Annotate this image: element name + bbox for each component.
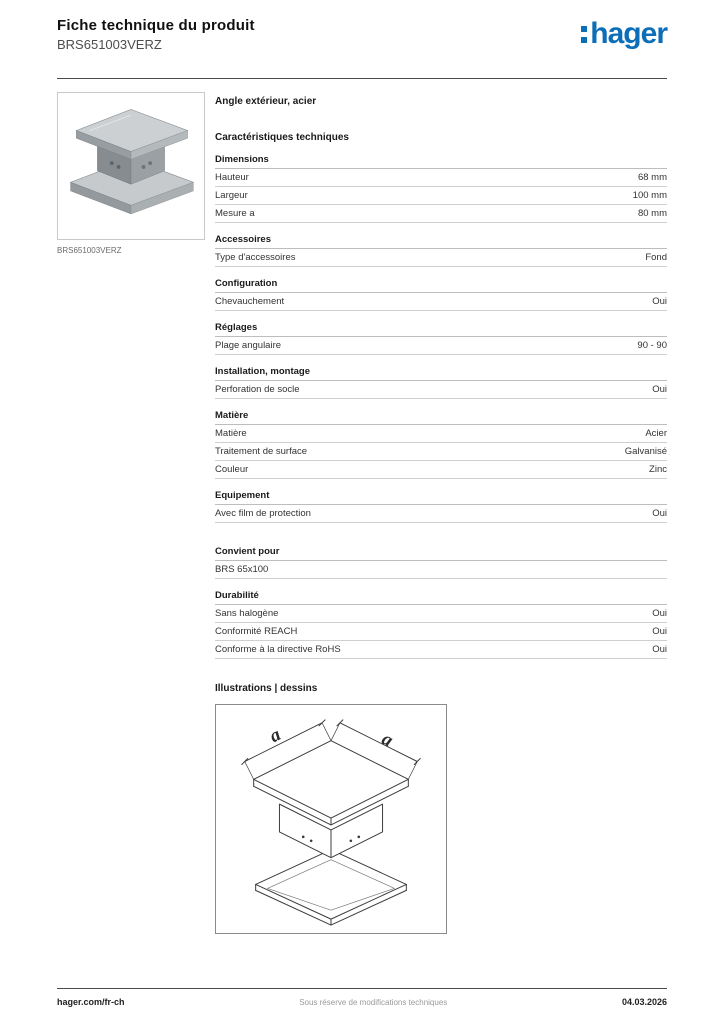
spec-row	[215, 505, 667, 523]
footer	[57, 988, 667, 1007]
spec-value: Acier	[645, 428, 667, 439]
spec-value: Oui	[652, 626, 667, 637]
spec-value: 90 - 90	[637, 340, 667, 351]
hager-colon-icon	[581, 26, 587, 43]
spec-row	[215, 641, 667, 659]
svg-text:a: a	[266, 724, 285, 748]
section-title: Installation, montage	[215, 366, 667, 381]
spec-label: Plage angulaire	[215, 340, 282, 351]
spec-label: Type d'accessoires	[215, 252, 296, 263]
spec-row	[215, 293, 667, 311]
header	[57, 17, 667, 52]
spec-label: Sans halogène	[215, 608, 279, 619]
spec-label: Avec film de protection	[215, 508, 311, 519]
spec-row	[215, 425, 667, 443]
characteristics-heading: Caractéristiques techniques	[215, 132, 349, 143]
illustrations-heading: Illustrations | dessins	[215, 683, 318, 694]
spec-row	[215, 623, 667, 641]
spec-label: Traitement de surface	[215, 446, 308, 457]
hager-logo-text: hager	[590, 17, 667, 50]
technical-drawing-image	[216, 705, 446, 933]
spec-value: Galvanisé	[624, 446, 667, 457]
spec-row	[215, 169, 667, 187]
section-durabilite	[215, 590, 667, 659]
spec-label: Matière	[215, 428, 247, 439]
spec-value: Oui	[652, 608, 667, 619]
product-reference: BRS651003VERZ	[57, 37, 162, 52]
section-title: Configuration	[215, 278, 667, 293]
section-title: Réglages	[215, 322, 667, 337]
spec-column	[215, 92, 667, 934]
spec-label: Hauteur	[215, 172, 249, 183]
section-title: Durabilité	[215, 590, 667, 605]
spec-value: Oui	[652, 384, 667, 395]
section-title: Convient pour	[215, 546, 667, 561]
spec-row	[215, 605, 667, 623]
section-title: Dimensions	[215, 154, 667, 169]
spec-row	[215, 461, 667, 479]
section-reglages	[215, 322, 667, 355]
section-installation	[215, 366, 667, 399]
footer-disclaimer: Sous réserve de modifications techniques	[299, 998, 448, 1007]
spec-value: Oui	[652, 296, 667, 307]
section-title: Matière	[215, 410, 667, 425]
spec-value: Oui	[652, 644, 667, 655]
spec-row	[215, 337, 667, 355]
spec-value: 80 mm	[637, 208, 667, 219]
footer-date: 04.03.2026	[621, 997, 667, 1007]
section-convient-pour	[215, 546, 667, 579]
spec-row	[215, 561, 667, 579]
header-titles	[57, 17, 255, 52]
footer-website: hager.com/fr-ch	[57, 997, 125, 1007]
spec-value: Zinc	[649, 464, 667, 475]
spec-row	[215, 205, 667, 223]
left-column	[57, 92, 205, 934]
section-title: Accessoires	[215, 234, 667, 249]
content	[57, 92, 667, 934]
section-dimensions	[215, 154, 667, 223]
section-title: Equipement	[215, 490, 667, 505]
spec-label: BRS 65x100	[215, 564, 269, 575]
hager-logo	[581, 19, 667, 49]
svg-text:a: a	[378, 728, 397, 752]
product-photo	[57, 92, 205, 240]
spec-label: Couleur	[215, 464, 249, 475]
spec-label: Mesure a	[215, 208, 255, 219]
spec-label: Conformité REACH	[215, 626, 298, 637]
spec-value: 100 mm	[632, 190, 667, 201]
section-accessoires	[215, 234, 667, 267]
header-divider	[57, 78, 667, 79]
section-configuration	[215, 278, 667, 311]
page-title: Fiche technique du produit	[57, 17, 255, 34]
spec-row	[215, 187, 667, 205]
spec-label: Chevauchement	[215, 296, 285, 307]
product-photo-caption: BRS651003VERZ	[57, 246, 122, 255]
spec-value: Fond	[645, 252, 667, 263]
technical-drawing	[215, 704, 447, 934]
spec-label: Perforation de socle	[215, 384, 300, 395]
spec-label: Largeur	[215, 190, 248, 201]
spec-label: Conforme à la directive RoHS	[215, 644, 341, 655]
section-matiere	[215, 410, 667, 479]
product-photo-image	[61, 96, 201, 236]
spec-row	[215, 381, 667, 399]
product-name: Angle extérieur, acier	[215, 96, 317, 107]
spec-row	[215, 443, 667, 461]
spec-value: 68 mm	[637, 172, 667, 183]
section-equipement	[215, 490, 667, 523]
spec-row	[215, 249, 667, 267]
spec-value: Oui	[652, 508, 667, 519]
